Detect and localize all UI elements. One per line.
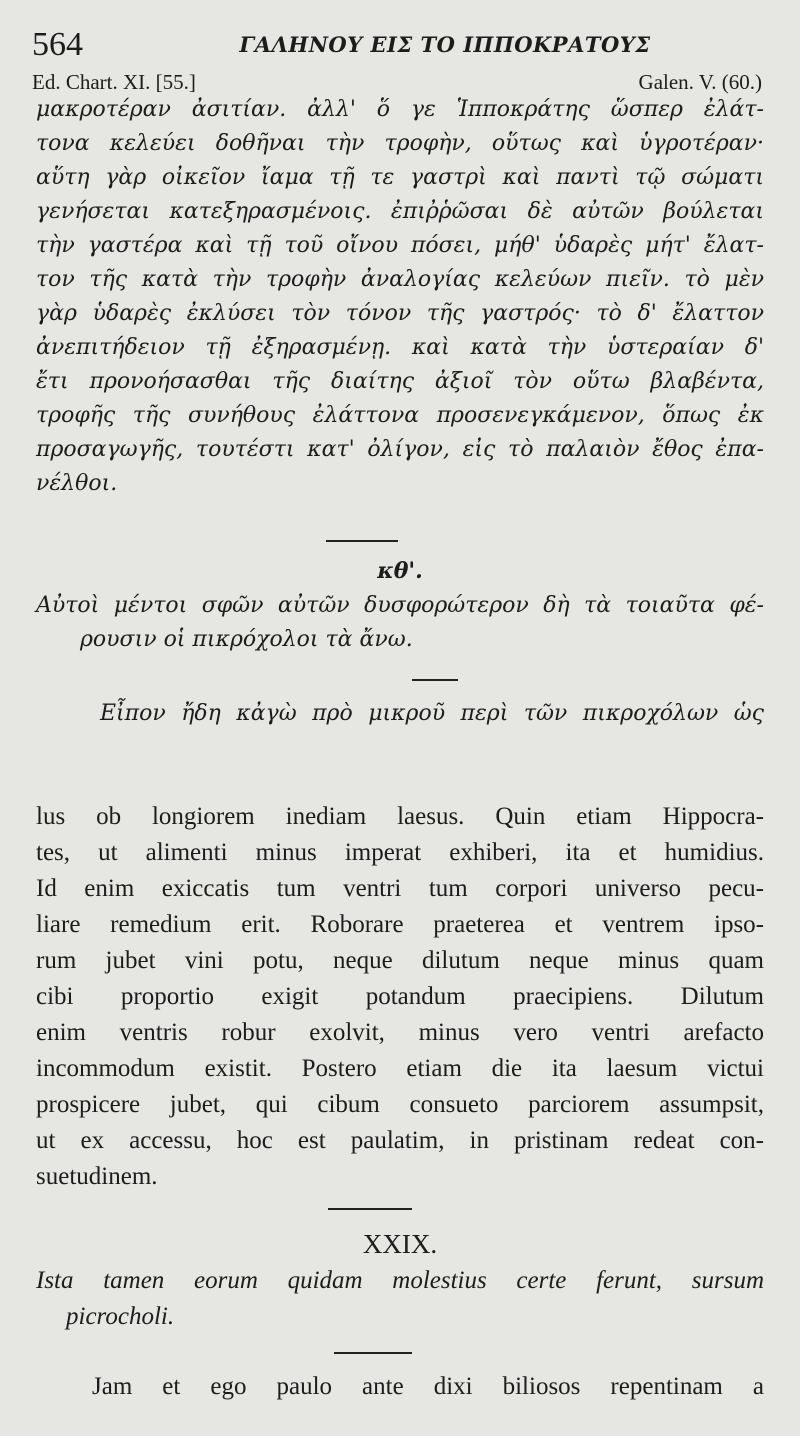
latin-aphorism-line: picrocholi. bbox=[66, 1303, 175, 1330]
greek-section-number: κθ'. bbox=[377, 558, 423, 584]
edition-ref-chartier: Ed. Chart. XI. [55.] bbox=[32, 70, 196, 94]
greek-text-line: νέλθοι. bbox=[36, 471, 118, 496]
greek-text-line: τροφῆς τῆς συνήθους ἐλάττονα προσενεγκάμενον, ὅπως ἐκ bbox=[36, 403, 764, 428]
greek-text-line: τονα κελεύει δοθῆναι τὴν τροφὴν, οὕτως καὶ ὑγροτέραν· bbox=[36, 131, 764, 156]
latin-text-line: Id enim exiccatis tum ventri tum corpori universo pecu- bbox=[36, 875, 764, 902]
greek-text-line: αὕτη γὰρ οἰκεῖον ἴαμα τῇ τε γαστρὶ καὶ παντὶ τῷ σώματι bbox=[36, 165, 764, 190]
latin-text-line: enim ventris robur exolvit, minus vero ventri arefacto bbox=[36, 1019, 764, 1046]
latin-section-number: XXIX. bbox=[362, 1229, 438, 1259]
latin-text-line: tes, ut alimenti minus imperat exhiberi, ita et humidius. bbox=[36, 839, 764, 866]
greek-text-line: ἀνεπιτήδειον τῇ ἐξηρασμένῃ. καὶ κατὰ τὴν ὑστεραίαν δ' bbox=[36, 335, 764, 360]
section-divider bbox=[326, 540, 398, 542]
latin-text-line: lus ob longiorem inediam laesus. Quin etiam Hippocra- bbox=[36, 803, 764, 830]
latin-text-line: liare remedium erit. Roborare praeterea et ventrem ipso- bbox=[36, 911, 764, 938]
aphorism-divider bbox=[412, 679, 458, 681]
greek-text-line: τὴν γαστέρα καὶ τῇ τοῦ οἴνου πόσει, μήθ' ὑδαρὲς μήτ' ἔλατ- bbox=[36, 233, 764, 258]
greek-text-line: τον τῆς κατὰ τὴν τροφὴν ἀναλογίας κελεύων πιεῖν. τὸ μὲν bbox=[36, 267, 764, 292]
latin-text-line: ut ex accessu, hoc est paulatim, in pristinam redeat con- bbox=[36, 1127, 764, 1154]
latin-text-line: prospicere jubet, qui cibum consueto parciorem assumpsit, bbox=[36, 1091, 764, 1118]
latin-commentary-line: Jam et ego paulo ante dixi biliosos repentinam a bbox=[92, 1373, 764, 1400]
section-divider bbox=[328, 1208, 412, 1210]
latin-aphorism-line: Ista tamen eorum quidam molestius certe ferunt, sursum bbox=[36, 1267, 764, 1294]
latin-text-line: suetudinem. bbox=[36, 1163, 158, 1190]
latin-text-line: incommodum existit. Postero etiam die ita laesum victui bbox=[36, 1055, 764, 1082]
running-header bbox=[32, 26, 762, 66]
greek-aphorism-line: Αὐτοὶ μέντοι σφῶν αὐτῶν δυσφορώτερον δὴ τὰ τοιαῦτα φέ- bbox=[36, 593, 764, 618]
greek-text-line: γὰρ ὑδαρὲς ἐκλύσει τὸν τόνον τῆς γαστρός· τὸ δ' ἔλαττον bbox=[36, 301, 764, 326]
aphorism-divider bbox=[334, 1352, 412, 1354]
greek-text-line: προσαγωγῆς, τουτέστι κατ' ὀλίγον, εἰς τὸ παλαιὸν ἔθος ἐπα- bbox=[36, 437, 764, 462]
latin-text-line: rum jubet vini potu, neque dilutum neque minus quam bbox=[36, 947, 764, 974]
page-number: 564 bbox=[32, 26, 83, 63]
greek-commentary-line: Εἶπον ἤδη κἀγὼ πρὸ μικροῦ περὶ τῶν πικροχόλων ὡς bbox=[100, 701, 764, 726]
greek-text-line: γενήσεται κατεξηρασμένοις. ἐπιῤῥῶσαι δὲ αὐτῶν βούλεται bbox=[36, 199, 764, 224]
running-title: ΓΑΛΗΝΟΥ ΕΙΣ ΤΟ ΙΠΠΟΚΡΑΤΟΥΣ bbox=[239, 32, 651, 57]
greek-aphorism-line: ρουσιν οἱ πικρόχολοι τὰ ἄνω. bbox=[80, 627, 413, 652]
greek-text-line: μακροτέραν ἀσιτίαν. ἀλλ' ὅ γε Ἱπποκράτης ὥσπερ ἐλάτ- bbox=[36, 97, 764, 122]
edition-ref-galen: Galen. V. (60.) bbox=[638, 70, 762, 94]
latin-text-line: cibi proportio exigit potandum praecipiens. Dilutum bbox=[36, 983, 764, 1010]
greek-text-line: ἔτι προνοήσασθαι τῆς διαίτης ἀξιοῖ τὸν οὕτω βλαβέντα, bbox=[36, 369, 764, 394]
